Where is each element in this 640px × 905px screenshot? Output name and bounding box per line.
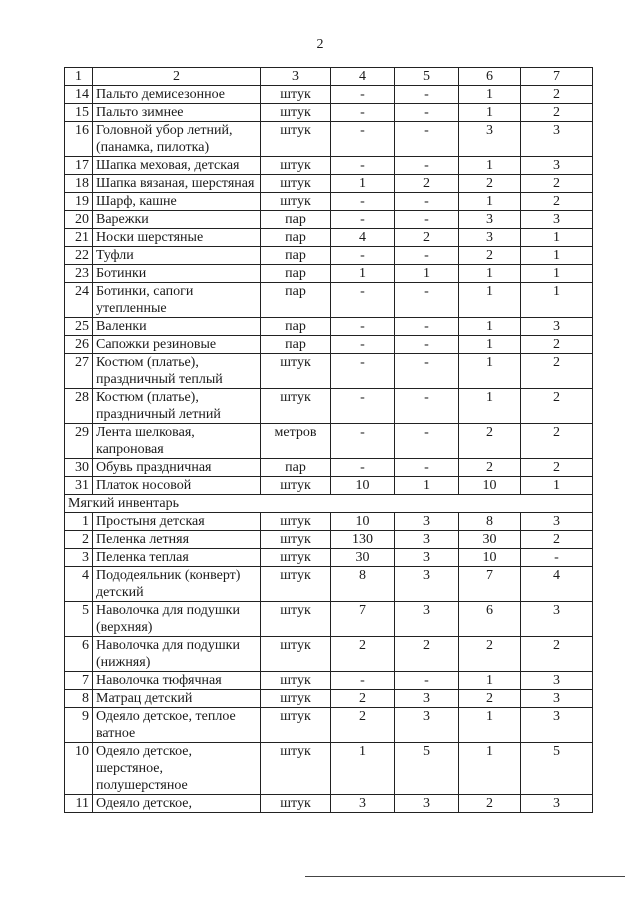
unit: штук <box>261 637 331 672</box>
value-col-5: 5 <box>395 743 459 795</box>
value-col-7: 2 <box>521 389 593 424</box>
value-col-7: 3 <box>521 122 593 157</box>
value-col-5: - <box>395 336 459 354</box>
value-col-5: - <box>395 672 459 690</box>
value-col-5: 1 <box>395 265 459 283</box>
value-col-4: - <box>331 104 395 122</box>
value-col-7: - <box>521 549 593 567</box>
value-col-5: - <box>395 122 459 157</box>
item-name: Простыня детская <box>93 513 261 531</box>
header-cell: 2 <box>93 68 261 86</box>
row-number: 20 <box>65 211 93 229</box>
table-row <box>65 283 593 318</box>
unit: метров <box>261 424 331 459</box>
table-row <box>65 211 593 229</box>
value-col-5: - <box>395 389 459 424</box>
table-row <box>65 795 593 813</box>
value-col-6: 1 <box>459 354 521 389</box>
value-col-5: - <box>395 211 459 229</box>
row-number: 10 <box>65 743 93 795</box>
value-col-5: - <box>395 354 459 389</box>
row-number: 18 <box>65 175 93 193</box>
value-col-4: 1 <box>331 743 395 795</box>
value-col-4: - <box>331 122 395 157</box>
header-cell: 4 <box>331 68 395 86</box>
value-col-6: 2 <box>459 424 521 459</box>
value-col-6: 1 <box>459 336 521 354</box>
value-col-6: 2 <box>459 175 521 193</box>
item-name: Костюм (платье), праздничный летний <box>93 389 261 424</box>
row-number: 26 <box>65 336 93 354</box>
value-col-6: 1 <box>459 389 521 424</box>
value-col-4: - <box>331 459 395 477</box>
table-row <box>65 247 593 265</box>
value-col-6: 1 <box>459 318 521 336</box>
row-number: 9 <box>65 708 93 743</box>
value-col-6: 3 <box>459 229 521 247</box>
item-name: Наволочка тюфячная <box>93 672 261 690</box>
value-col-5: 3 <box>395 567 459 602</box>
value-col-4: 3 <box>331 795 395 813</box>
unit: пар <box>261 283 331 318</box>
value-col-5: 3 <box>395 795 459 813</box>
row-number: 23 <box>65 265 93 283</box>
row-number: 22 <box>65 247 93 265</box>
section-header-row <box>65 495 593 513</box>
value-col-4: 2 <box>331 690 395 708</box>
value-col-6: 6 <box>459 602 521 637</box>
value-col-5: - <box>395 247 459 265</box>
row-number: 21 <box>65 229 93 247</box>
value-col-6: 1 <box>459 743 521 795</box>
value-col-4: - <box>331 424 395 459</box>
value-col-7: 3 <box>521 513 593 531</box>
row-number: 2 <box>65 531 93 549</box>
value-col-6: 7 <box>459 567 521 602</box>
item-name: Носки шерстяные <box>93 229 261 247</box>
unit: пар <box>261 229 331 247</box>
item-name: Шарф, кашне <box>93 193 261 211</box>
item-name: Ботинки, сапоги утепленные <box>93 283 261 318</box>
row-number: 8 <box>65 690 93 708</box>
row-number: 28 <box>65 389 93 424</box>
row-number: 11 <box>65 795 93 813</box>
value-col-7: 1 <box>521 265 593 283</box>
item-name: Валенки <box>93 318 261 336</box>
value-col-5: 3 <box>395 531 459 549</box>
item-name: Костюм (платье), праздничный теплый <box>93 354 261 389</box>
unit: штук <box>261 549 331 567</box>
table-row <box>65 477 593 495</box>
table-row <box>65 424 593 459</box>
value-col-5: - <box>395 193 459 211</box>
page-number: 2 <box>316 37 324 52</box>
table-row <box>65 175 593 193</box>
unit: штук <box>261 795 331 813</box>
bottom-divider <box>305 876 625 877</box>
unit: штук <box>261 513 331 531</box>
unit: штук <box>261 567 331 602</box>
unit: пар <box>261 336 331 354</box>
value-col-7: 2 <box>521 336 593 354</box>
value-col-6: 1 <box>459 86 521 104</box>
table-row <box>65 602 593 637</box>
item-name: Шапка вязаная, шерстяная <box>93 175 261 193</box>
header-cell: 5 <box>395 68 459 86</box>
value-col-6: 1 <box>459 672 521 690</box>
value-col-7: 3 <box>521 690 593 708</box>
unit: штук <box>261 708 331 743</box>
value-col-4: - <box>331 318 395 336</box>
value-col-7: 2 <box>521 86 593 104</box>
value-col-5: 2 <box>395 229 459 247</box>
value-col-5: - <box>395 283 459 318</box>
header-cell: 1 <box>65 68 93 86</box>
value-col-7: 4 <box>521 567 593 602</box>
value-col-4: - <box>331 354 395 389</box>
value-col-4: 8 <box>331 567 395 602</box>
value-col-4: - <box>331 193 395 211</box>
value-col-4: - <box>331 157 395 175</box>
table-row <box>65 637 593 672</box>
value-col-4: - <box>331 672 395 690</box>
value-col-4: 10 <box>331 477 395 495</box>
section-title: Мягкий инвентарь <box>65 495 593 513</box>
table-row <box>65 567 593 602</box>
row-number: 6 <box>65 637 93 672</box>
row-number: 29 <box>65 424 93 459</box>
header-cell: 7 <box>521 68 593 86</box>
item-name: Варежки <box>93 211 261 229</box>
item-name: Пальто зимнее <box>93 104 261 122</box>
row-number: 4 <box>65 567 93 602</box>
row-number: 1 <box>65 513 93 531</box>
value-col-5: - <box>395 104 459 122</box>
item-name: Пальто демисезонное <box>93 86 261 104</box>
value-col-6: 3 <box>459 211 521 229</box>
value-col-5: 2 <box>395 175 459 193</box>
unit: штук <box>261 602 331 637</box>
value-col-4: 1 <box>331 175 395 193</box>
value-col-7: 1 <box>521 247 593 265</box>
value-col-4: - <box>331 211 395 229</box>
value-col-6: 10 <box>459 549 521 567</box>
table-row <box>65 265 593 283</box>
value-col-5: - <box>395 459 459 477</box>
row-number: 14 <box>65 86 93 104</box>
value-col-7: 3 <box>521 795 593 813</box>
table-row <box>65 389 593 424</box>
unit: штук <box>261 104 331 122</box>
value-col-6: 2 <box>459 637 521 672</box>
unit: штук <box>261 531 331 549</box>
value-col-7: 3 <box>521 672 593 690</box>
table-row <box>65 459 593 477</box>
unit: пар <box>261 318 331 336</box>
table-row <box>65 86 593 104</box>
table-row <box>65 229 593 247</box>
item-name: Ботинки <box>93 265 261 283</box>
unit: пар <box>261 211 331 229</box>
item-name: Пеленка летняя <box>93 531 261 549</box>
unit: штук <box>261 477 331 495</box>
unit: пар <box>261 247 331 265</box>
unit: пар <box>261 265 331 283</box>
value-col-5: 2 <box>395 637 459 672</box>
row-number: 19 <box>65 193 93 211</box>
value-col-7: 2 <box>521 104 593 122</box>
value-col-7: 5 <box>521 743 593 795</box>
value-col-7: 2 <box>521 531 593 549</box>
table-row <box>65 157 593 175</box>
row-number: 30 <box>65 459 93 477</box>
value-col-6: 1 <box>459 265 521 283</box>
value-col-5: 3 <box>395 708 459 743</box>
value-col-7: 3 <box>521 318 593 336</box>
value-col-4: 2 <box>331 637 395 672</box>
value-col-4: - <box>331 389 395 424</box>
table-row <box>65 672 593 690</box>
unit: штук <box>261 743 331 795</box>
item-name: Лента шелковая, капроновая <box>93 424 261 459</box>
unit: штук <box>261 86 331 104</box>
item-name: Матрац детский <box>93 690 261 708</box>
value-col-5: 3 <box>395 690 459 708</box>
value-col-7: 2 <box>521 354 593 389</box>
row-number: 5 <box>65 602 93 637</box>
row-number: 24 <box>65 283 93 318</box>
value-col-7: 1 <box>521 477 593 495</box>
value-col-5: 3 <box>395 513 459 531</box>
value-col-4: - <box>331 283 395 318</box>
value-col-7: 2 <box>521 175 593 193</box>
unit: штук <box>261 193 331 211</box>
value-col-7: 1 <box>521 229 593 247</box>
item-name: Наволочка для подушки (нижняя) <box>93 637 261 672</box>
table-row <box>65 549 593 567</box>
item-name: Одеяло детское, <box>93 795 261 813</box>
table-row <box>65 354 593 389</box>
item-name: Туфли <box>93 247 261 265</box>
value-col-4: - <box>331 336 395 354</box>
table-row <box>65 743 593 795</box>
value-col-4: - <box>331 247 395 265</box>
value-col-5: 3 <box>395 549 459 567</box>
unit: штук <box>261 354 331 389</box>
item-name: Одеяло детское, теплое ватное <box>93 708 261 743</box>
table-row <box>65 193 593 211</box>
table-row <box>65 336 593 354</box>
header-cell: 6 <box>459 68 521 86</box>
table-row <box>65 122 593 157</box>
value-col-5: - <box>395 424 459 459</box>
value-col-7: 2 <box>521 193 593 211</box>
item-name: Пододеяльник (конверт) детский <box>93 567 261 602</box>
value-col-4: 30 <box>331 549 395 567</box>
row-number: 25 <box>65 318 93 336</box>
value-col-7: 2 <box>521 424 593 459</box>
value-col-6: 2 <box>459 459 521 477</box>
value-col-4: 10 <box>331 513 395 531</box>
value-col-6: 1 <box>459 104 521 122</box>
value-col-6: 2 <box>459 247 521 265</box>
unit: штук <box>261 157 331 175</box>
value-col-6: 30 <box>459 531 521 549</box>
row-number: 31 <box>65 477 93 495</box>
value-col-4: 1 <box>331 265 395 283</box>
header-cell: 3 <box>261 68 331 86</box>
row-number: 16 <box>65 122 93 157</box>
header-row <box>65 68 593 86</box>
value-col-6: 1 <box>459 283 521 318</box>
row-number: 3 <box>65 549 93 567</box>
table-row <box>65 318 593 336</box>
value-col-5: 1 <box>395 477 459 495</box>
item-name: Наволочка для подушки (верхняя) <box>93 602 261 637</box>
item-name: Шапка меховая, детская <box>93 157 261 175</box>
value-col-7: 1 <box>521 283 593 318</box>
value-col-7: 3 <box>521 157 593 175</box>
value-col-6: 2 <box>459 795 521 813</box>
table-row <box>65 513 593 531</box>
unit: пар <box>261 459 331 477</box>
item-name: Пеленка теплая <box>93 549 261 567</box>
item-name: Одеяло детское, шерстяное, полушерстяное <box>93 743 261 795</box>
value-col-4: 2 <box>331 708 395 743</box>
item-name: Сапожки резиновые <box>93 336 261 354</box>
value-col-4: 4 <box>331 229 395 247</box>
table-row <box>65 708 593 743</box>
inventory-table <box>64 67 593 813</box>
value-col-6: 3 <box>459 122 521 157</box>
table-row <box>65 104 593 122</box>
value-col-6: 2 <box>459 690 521 708</box>
value-col-6: 10 <box>459 477 521 495</box>
row-number: 27 <box>65 354 93 389</box>
unit: штук <box>261 690 331 708</box>
value-col-6: 8 <box>459 513 521 531</box>
value-col-6: 1 <box>459 708 521 743</box>
table-row <box>65 690 593 708</box>
unit: штук <box>261 122 331 157</box>
row-number: 15 <box>65 104 93 122</box>
value-col-7: 3 <box>521 602 593 637</box>
value-col-4: 7 <box>331 602 395 637</box>
value-col-4: - <box>331 86 395 104</box>
value-col-7: 3 <box>521 211 593 229</box>
value-col-5: - <box>395 86 459 104</box>
value-col-5: - <box>395 318 459 336</box>
value-col-5: - <box>395 157 459 175</box>
item-name: Обувь праздничная <box>93 459 261 477</box>
row-number: 7 <box>65 672 93 690</box>
unit: штук <box>261 672 331 690</box>
value-col-7: 3 <box>521 708 593 743</box>
unit: штук <box>261 389 331 424</box>
value-col-7: 2 <box>521 459 593 477</box>
unit: штук <box>261 175 331 193</box>
table-row <box>65 531 593 549</box>
value-col-6: 1 <box>459 193 521 211</box>
value-col-6: 1 <box>459 157 521 175</box>
item-name: Головной убор летний, (панамка, пилотка) <box>93 122 261 157</box>
value-col-4: 130 <box>331 531 395 549</box>
row-number: 17 <box>65 157 93 175</box>
item-name: Платок носовой <box>93 477 261 495</box>
value-col-7: 2 <box>521 637 593 672</box>
value-col-5: 3 <box>395 602 459 637</box>
